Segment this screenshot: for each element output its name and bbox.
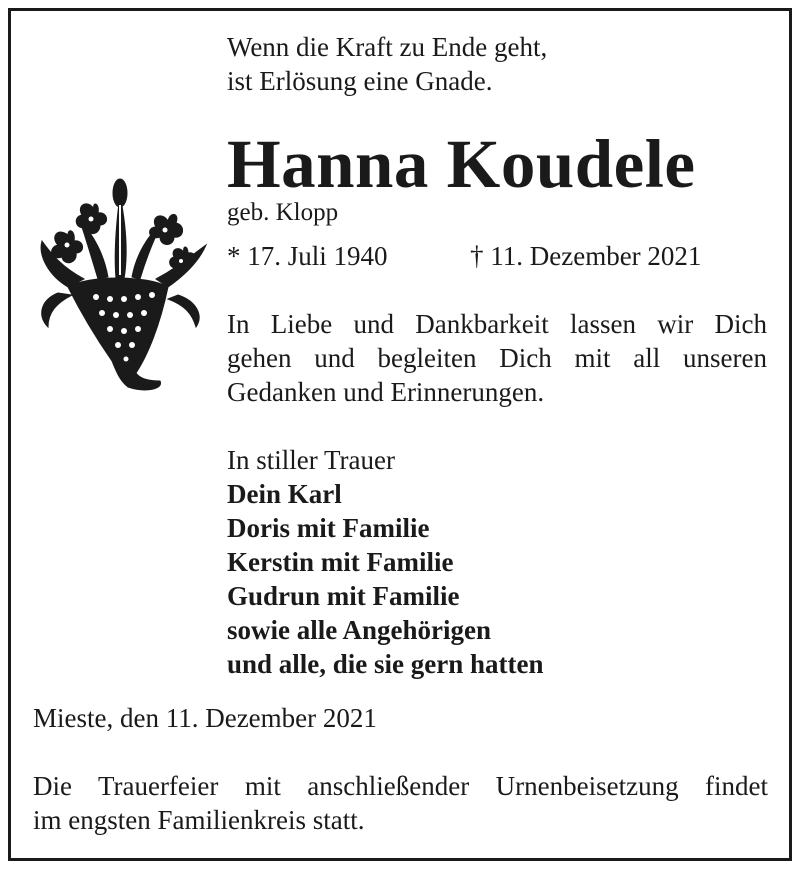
place-date: Mieste, den 11. Dezember 2021 (33, 703, 377, 733)
mourner-name: Kerstin mit Familie (227, 547, 454, 577)
mourners-block (227, 443, 544, 681)
funeral-notice-line: im engsten Familienkreis statt. (33, 805, 365, 835)
funeral-notice-line: Die Trauerfeier mit anschließender Urnenbeisetzung findet (33, 771, 768, 801)
tribute-line: Gedanken und Erinnerungen. (227, 377, 545, 407)
mourner-name: Gudrun mit Familie (227, 581, 460, 611)
motto (227, 30, 547, 98)
motto-line: Wenn die Kraft zu Ende geht, (227, 32, 548, 62)
tribute-text (227, 307, 767, 409)
mourning-intro: In stiller Trauer (227, 445, 395, 475)
mourner-name: und alle, die sie gern hatten (227, 649, 544, 679)
flower-cornucopia-icon (28, 175, 210, 395)
birth-name: geb. Klopp (227, 199, 339, 226)
tribute-line: gehen und begleiten Dich mit all unseren (227, 343, 767, 373)
motto-line: ist Erlösung eine Gnade. (227, 66, 493, 96)
deceased-name: Hanna Koudele (227, 126, 696, 202)
mourner-name: Doris mit Familie (227, 513, 430, 543)
death-date: † 11. Dezember 2021 (470, 241, 702, 271)
birth-date: * 17. Juli 1940 (227, 241, 388, 271)
mourner-name: sowie alle Angehörigen (227, 615, 491, 645)
mourner-name: Dein Karl (227, 479, 342, 509)
funeral-notice (33, 769, 768, 837)
tribute-line: In Liebe und Dankbarkeit lassen wir Dich (227, 309, 767, 339)
